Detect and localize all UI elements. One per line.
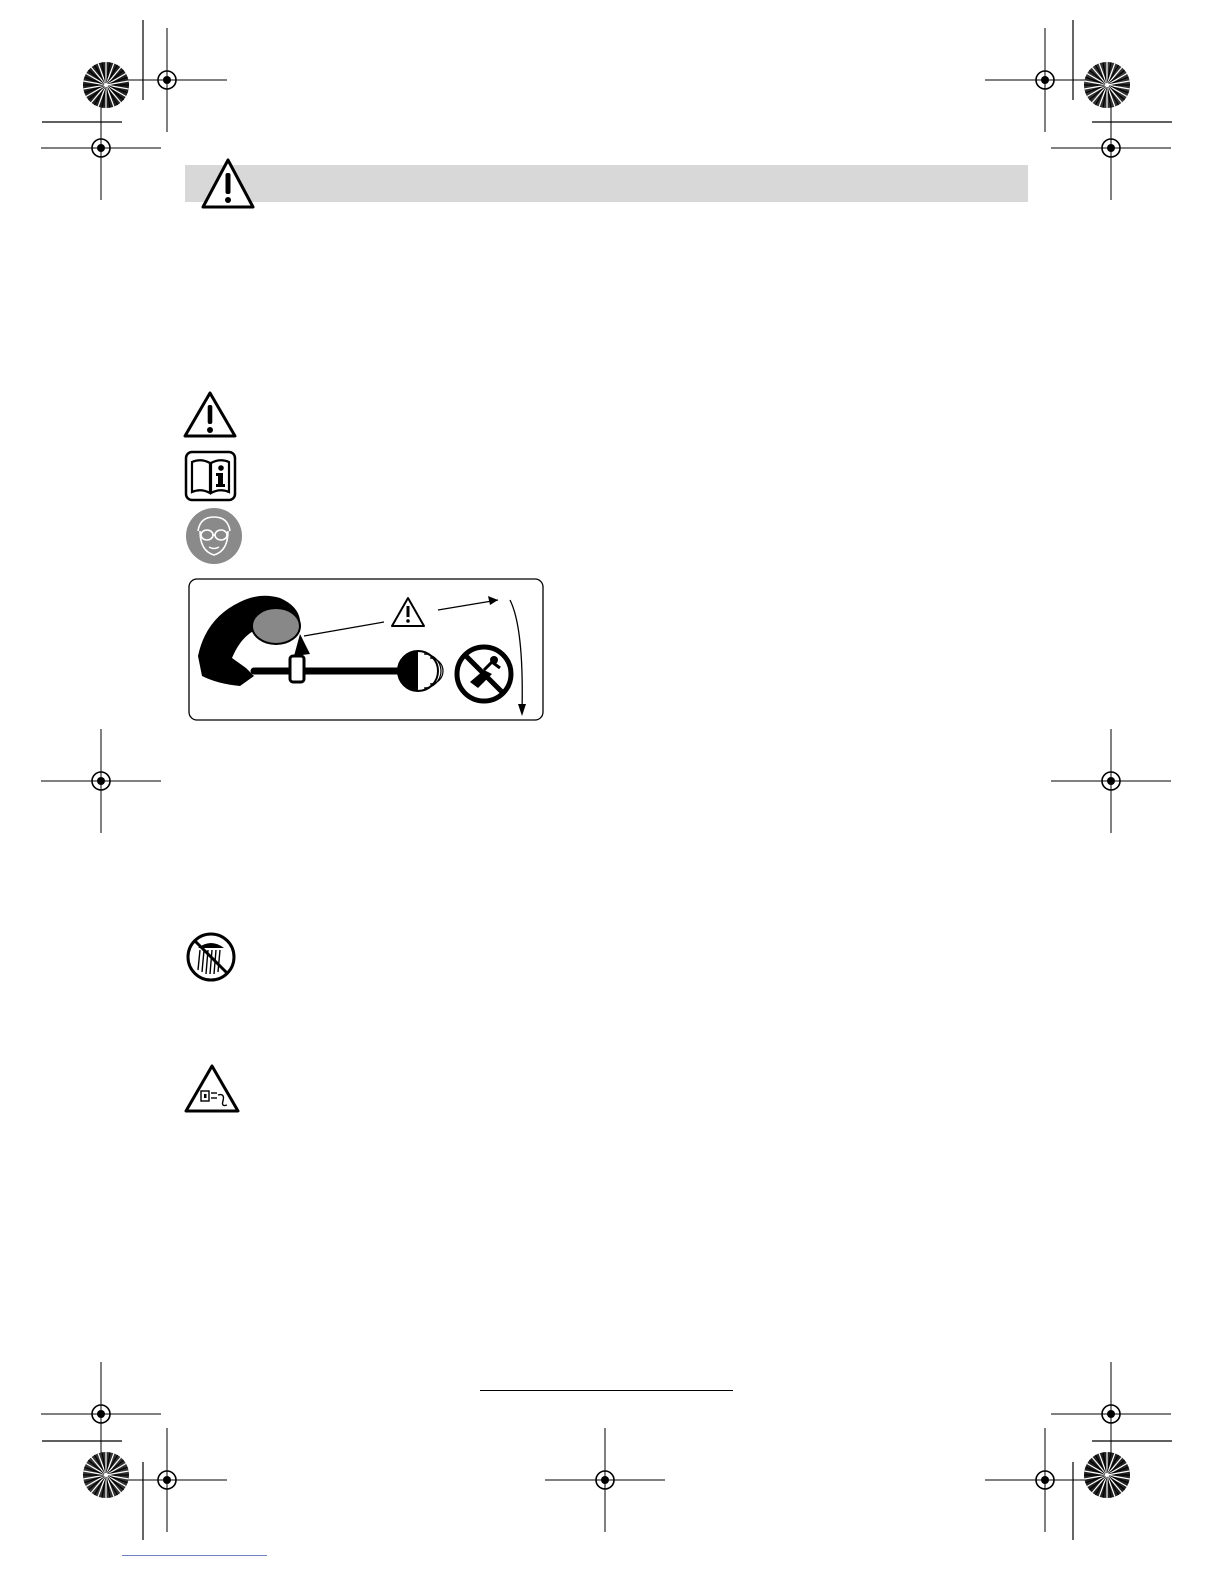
registration-mark xyxy=(1051,729,1171,833)
do-not-expose-to-rain-icon xyxy=(184,930,238,984)
starburst-target xyxy=(83,62,129,108)
registration-mark xyxy=(41,1362,161,1466)
warning-header-bar xyxy=(185,165,1028,202)
unplug-before-maintenance-icon xyxy=(183,1063,241,1115)
registration-mark xyxy=(1051,1362,1171,1466)
registration-mark xyxy=(1051,96,1171,200)
footer-rule xyxy=(480,1390,733,1391)
warning-triangle-icon xyxy=(200,157,256,211)
wear-eye-protection-icon xyxy=(184,507,244,567)
registration-mark xyxy=(41,96,161,200)
starburst-target xyxy=(83,1452,129,1498)
page-link-rule xyxy=(122,1555,267,1556)
keep-bystanders-away-diagram xyxy=(188,578,544,722)
warning-triangle-icon xyxy=(183,390,238,440)
registration-mark xyxy=(545,1428,665,1532)
starburst-target xyxy=(1084,62,1130,108)
starburst-target xyxy=(1084,1452,1130,1498)
read-manual-icon xyxy=(184,450,237,502)
registration-mark xyxy=(41,729,161,833)
